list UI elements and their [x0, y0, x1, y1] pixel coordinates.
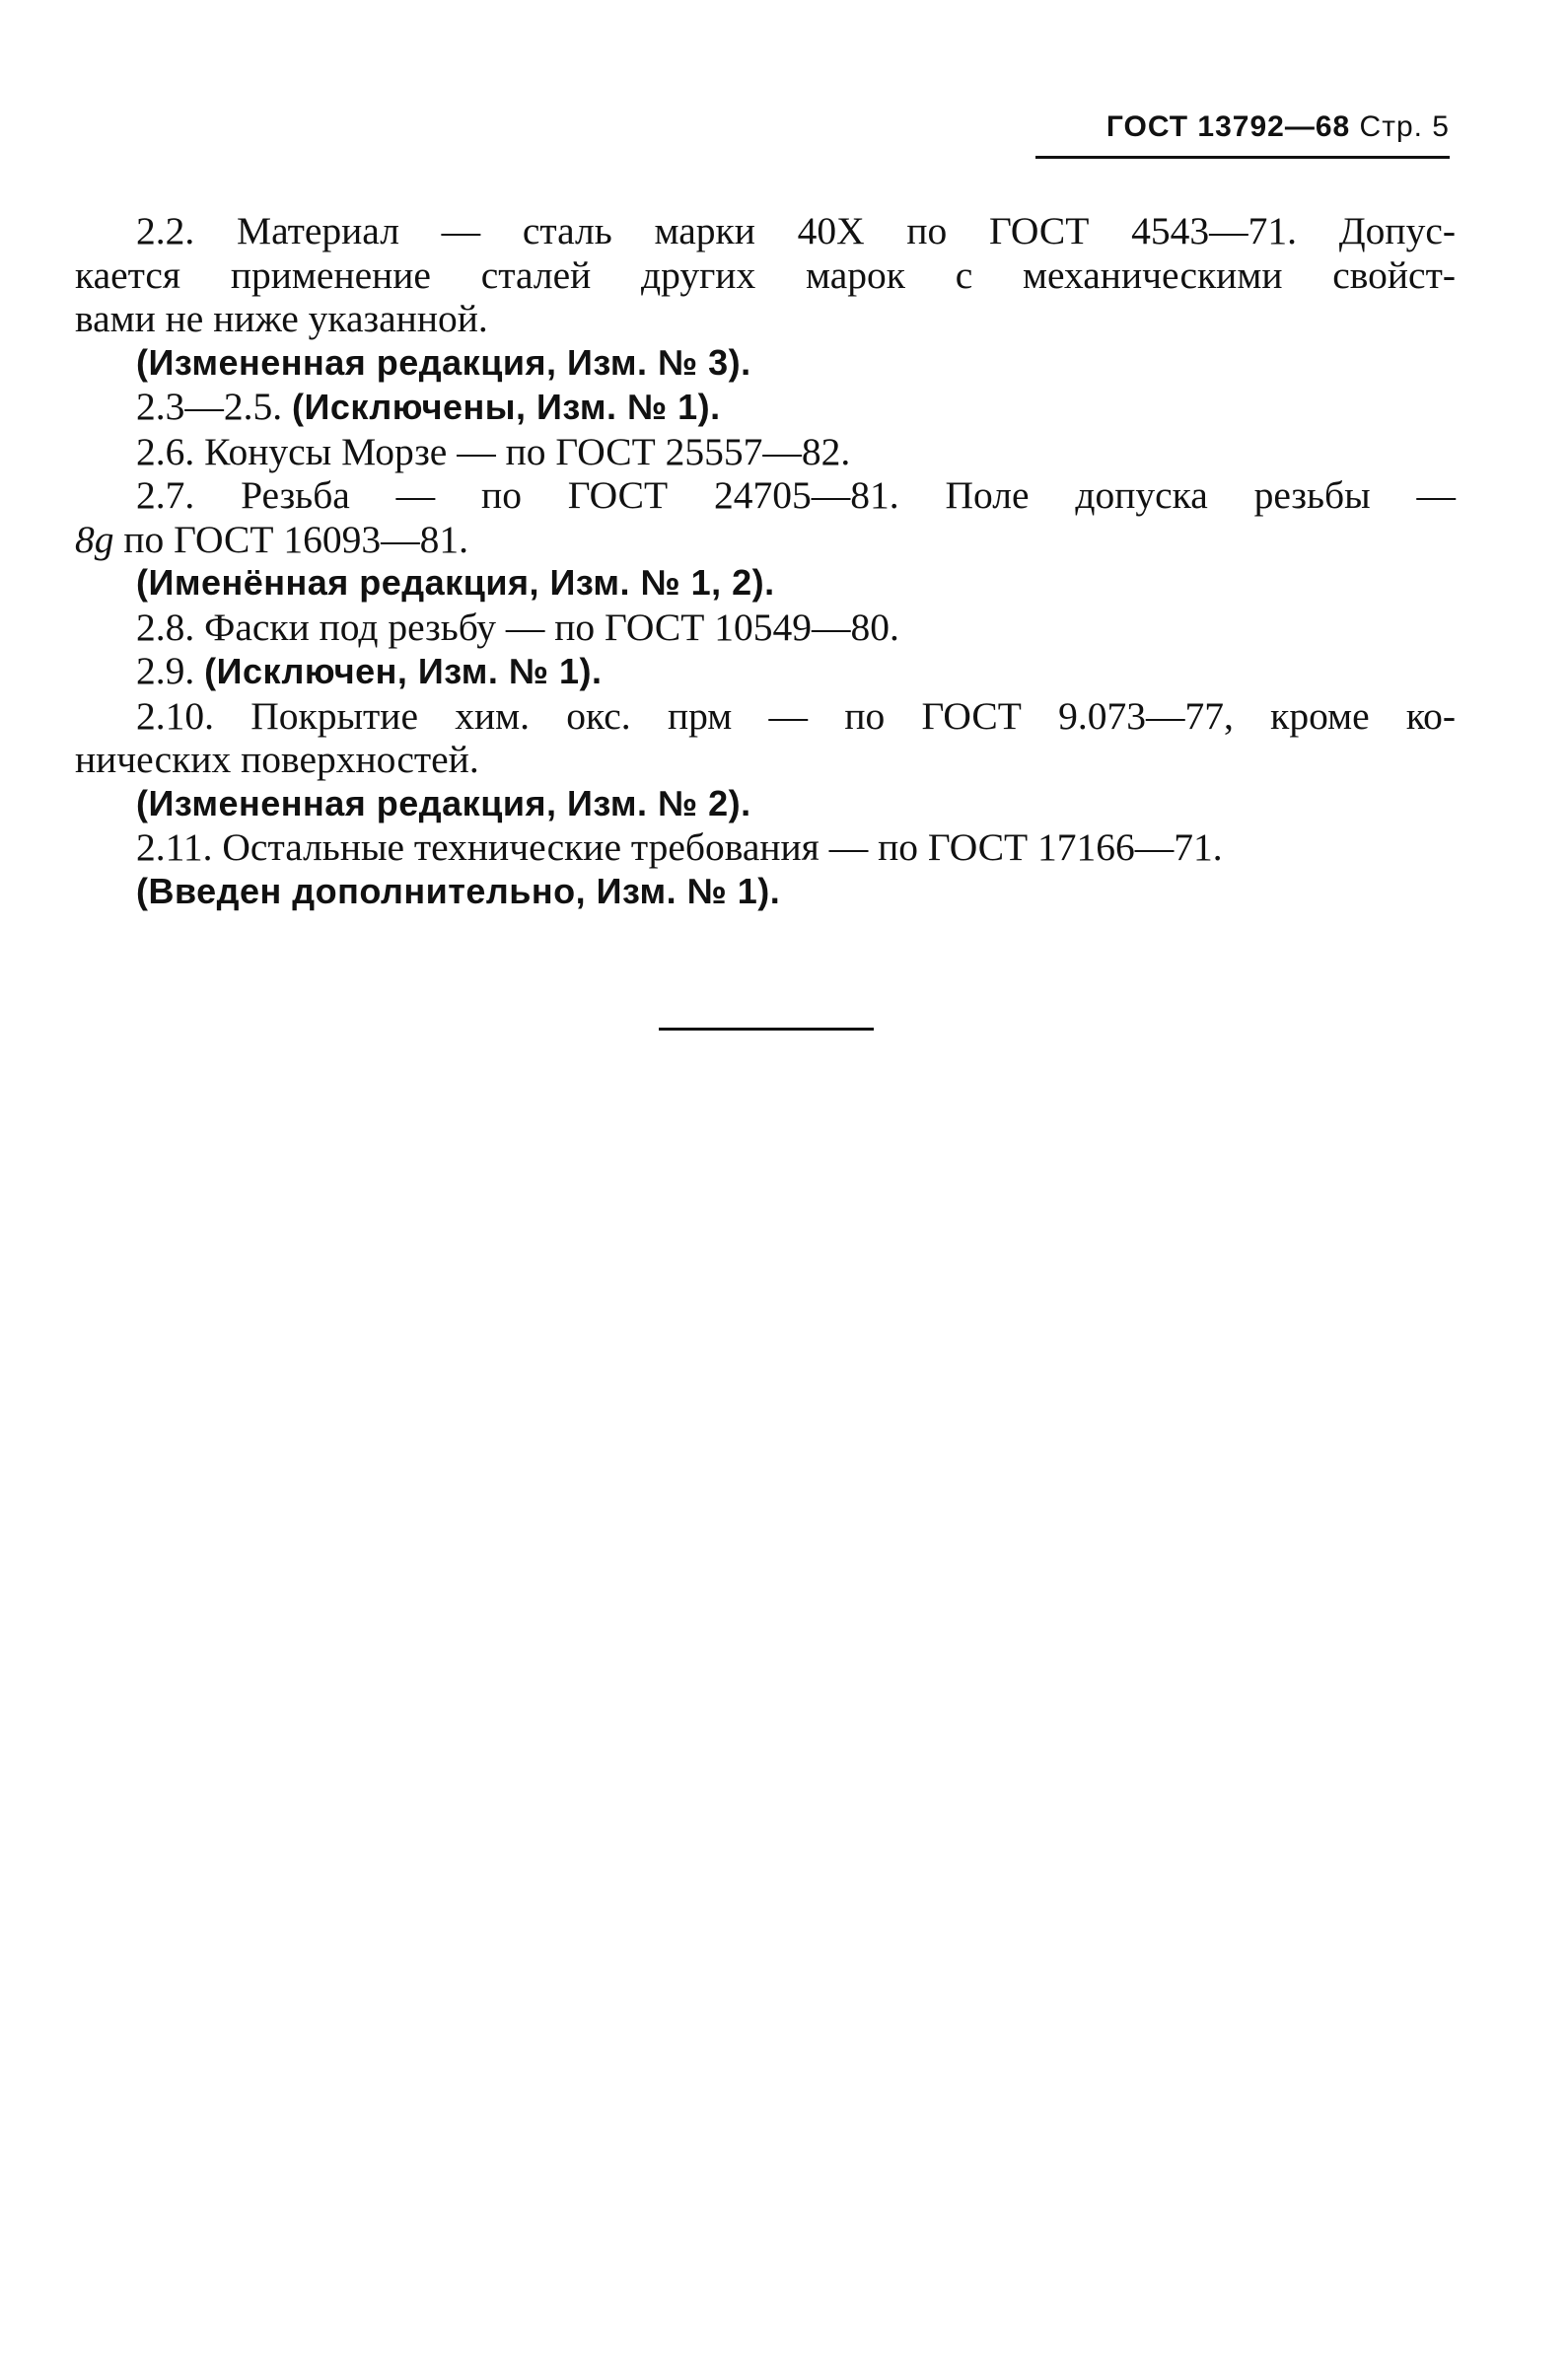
amendment-note-2-9: (Исключен, Изм. № 1). [204, 651, 603, 691]
paragraph-2-2-line-2: кается применение сталей других марок с механическими свойст- [75, 252, 1456, 297]
amendment-note-2-10: (Измененная редакция, Изм. № 2). [136, 782, 751, 823]
end-of-section-rule [659, 1028, 874, 1031]
paragraph-2-11: 2.11. Остальные технические требования — по ГОСТ 17166—71. [136, 825, 1223, 869]
paragraph-2-2-line-1: 2.2. Материал — сталь марки 40Х по ГОСТ 4543—71. Допус- [136, 209, 1456, 252]
paragraph-2-7-line-2-text: по ГОСТ 16093—81. [113, 517, 468, 561]
paragraph-2-8: 2.8. Фаски под резьбу — по ГОСТ 10549—80. [136, 605, 899, 649]
paragraph-2-2-line-3: вами не ниже указанной. [75, 297, 488, 340]
amendment-note-2-3: (Исключены, Изм. № 1). [292, 387, 721, 427]
standard-code: ГОСТ 13792—68 [1105, 110, 1351, 143]
amendment-note-2-11: (Введен дополнительно, Изм. № 1). [136, 870, 781, 911]
paragraph-2-9-number: 2.9. [136, 649, 195, 692]
paragraph-2-9 [75, 649, 1456, 694]
paragraph-2-6: 2.6. Конусы Морзе — по ГОСТ 25557—82. [136, 429, 851, 473]
tolerance-symbol: 8g [75, 517, 114, 561]
page-header [1106, 110, 1450, 144]
paragraph-2-7-line-1: 2.7. Резьба — по ГОСТ 24705—81. Поле допуска резьбы — [136, 473, 1456, 517]
paragraph-2-3 [75, 385, 1456, 430]
amendment-note-2-2: (Измененная редакция, Изм. № 3). [136, 341, 751, 383]
paragraph-2-3-number: 2.3—2.5. [136, 385, 283, 428]
document-body [75, 209, 1456, 913]
paragraph-2-10-line-1: 2.10. Покрытие хим. окс. прм — по ГОСТ 9.073—77, кроме ко- [136, 693, 1456, 738]
paragraph-2-7-line-2 [75, 518, 1456, 562]
page-number: Стр. 5 [1359, 110, 1450, 143]
amendment-note-2-7: (Именённая редакция, Изм. № 1, 2). [136, 562, 775, 603]
header-rule [1035, 156, 1450, 159]
paragraph-2-10-line-2: нических поверхностей. [75, 738, 479, 781]
